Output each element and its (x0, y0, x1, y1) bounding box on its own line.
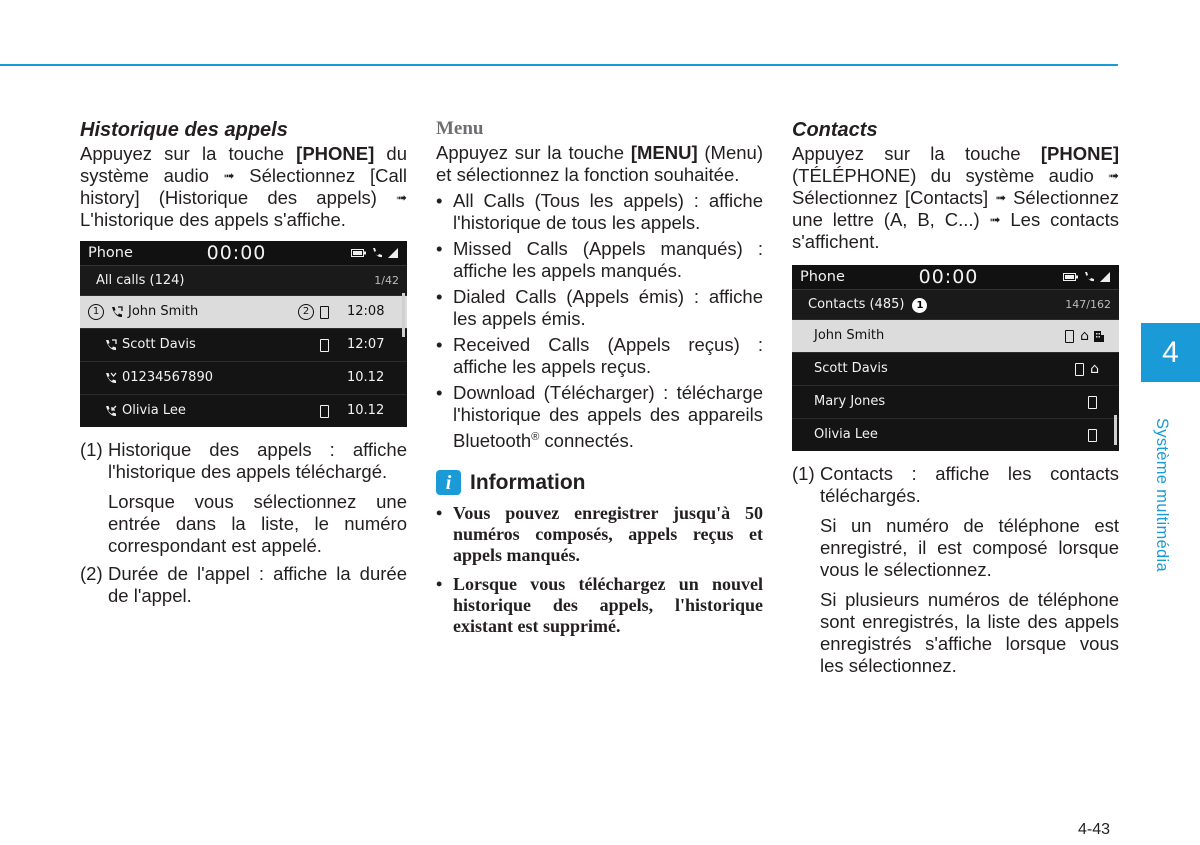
list-item: • Download (Télécharger) : télécharge l'historique des appels des appareils Bluetooth® connectés. (436, 382, 763, 452)
contact-row[interactable] (792, 352, 1119, 385)
chapter-tab: 4 (1141, 323, 1200, 382)
call-duration: 12:08 (347, 304, 385, 319)
screen-clock: 00:00 (918, 266, 979, 288)
info-item: • Lorsque vous téléchargez un nouvel historique des appels, l'historique existant est supprimé. (436, 574, 763, 637)
list-title: All calls (124) (96, 272, 185, 288)
phone-status-icon (371, 247, 383, 259)
home-icon: ⌂ (1090, 361, 1099, 377)
legend-item (80, 563, 407, 607)
column-call-history (80, 114, 407, 607)
information-header (436, 470, 763, 495)
list-counter: 147/162 (1065, 297, 1111, 311)
caller-number: 01234567890 (122, 370, 213, 385)
screen-subheader (80, 266, 407, 295)
intro-paragraph: Appuyez sur la touche [PHONE] (TÉLÉPHONE) du système audio ➟ Sélectionnez [Contacts] ➟ Sélectionnez une lettre (A, B, C...) ➟ Les contacts s'affichent. (792, 143, 1120, 252)
menu-options-list (436, 190, 763, 452)
arrow-icon: ➟ (1108, 168, 1119, 183)
status-icons (1063, 271, 1111, 283)
arrow-icon: ➟ (396, 190, 407, 205)
info-item: • Vous pouvez enregistrer jusqu'à 50 numéros composés, appels reçus et appels manqués. (436, 503, 763, 566)
device-icon (320, 306, 329, 319)
list-item: • Missed Calls (Appels manqués) : affiche les appels manqués. (436, 238, 763, 282)
status-icons (351, 247, 399, 259)
arrow-icon: ➟ (223, 168, 235, 183)
caller-name: John Smith (128, 304, 199, 319)
call-duration: 12:07 (347, 337, 385, 352)
legend-text: Si un numéro de téléphone est enregistré, il est composé lorsque vous le sélectionnez. (820, 515, 1119, 580)
device-icon (320, 339, 329, 352)
arrow-icon: ➟ (989, 212, 1001, 227)
legend-number: (1) (80, 439, 103, 460)
mobile-icon (1088, 429, 1097, 442)
top-rule (0, 64, 1118, 66)
call-row[interactable] (80, 295, 407, 328)
call-duration: 10.12 (347, 370, 385, 385)
scrollbar[interactable] (402, 293, 405, 337)
key-label: [PHONE] (1040, 143, 1119, 164)
screen-app-title: Phone (88, 245, 133, 261)
contact-name: Mary Jones (814, 394, 886, 409)
list-item: • Received Calls (Appels reçus) : affiche les appels reçus. (436, 334, 763, 378)
legend-number: (2) (80, 563, 103, 584)
intro-paragraph: Appuyez sur la touche [MENU] (Menu) et sélectionnez la fonction souhaitée. (436, 142, 763, 185)
list-item: • All Calls (Tous les appels) : affiche l'historique de tous les appels. (436, 190, 763, 234)
legend-list (792, 463, 1119, 677)
legend-item (80, 439, 407, 557)
contact-name: Scott Davis (814, 361, 888, 376)
phone-screen-call-history (80, 241, 407, 427)
chapter-side-label: Système multimédia (1153, 418, 1171, 572)
legend-item (792, 463, 1119, 677)
callout-marker: 1 (88, 304, 104, 320)
contact-name: Olivia Lee (814, 427, 878, 442)
call-row[interactable] (80, 361, 407, 394)
screen-clock: 00:00 (206, 242, 267, 264)
call-row[interactable] (80, 328, 407, 361)
list-counter: 1/42 (374, 273, 399, 287)
legend-text: Si plusieurs numéros de téléphone sont enregistrés, la liste des appels enregistrés s'affiche lorsque vous les sélectionnez. (820, 589, 1119, 676)
legend-text: Contacts : affiche les contacts téléchargés. (820, 463, 1119, 506)
missed-call-icon (104, 371, 118, 385)
phone-status-icon (1083, 271, 1095, 283)
section-title: Menu (436, 118, 484, 139)
caller-name: Scott Davis (122, 337, 196, 352)
section-title: Historique des appels (80, 119, 288, 141)
legend-list (80, 439, 407, 607)
info-icon: i (436, 470, 461, 495)
callout-marker: 2 (298, 304, 314, 320)
outgoing-call-icon (104, 338, 118, 352)
office-icon (1093, 330, 1105, 343)
mobile-icon (1075, 363, 1084, 376)
scrollbar[interactable] (1114, 415, 1117, 445)
list-title: Contacts (485) 1 (808, 294, 927, 316)
battery-icon (351, 248, 367, 258)
caller-name: Olivia Lee (122, 403, 186, 418)
screen-header (80, 241, 407, 266)
information-list (436, 503, 763, 637)
key-label: [MENU] (630, 142, 698, 163)
screen-header (792, 265, 1119, 290)
contact-row[interactable] (792, 418, 1119, 451)
screen-app-title: Phone (800, 269, 845, 285)
mobile-icon (1065, 330, 1074, 343)
battery-icon (1063, 272, 1079, 282)
page-number: 4-43 (1078, 821, 1111, 838)
column-contacts (792, 114, 1119, 677)
key-label: [PHONE] (296, 143, 375, 164)
call-duration: 10.12 (347, 403, 385, 418)
signal-icon (1099, 271, 1111, 283)
legend-text: Durée de l'appel : affiche la durée de l'appel. (108, 563, 407, 606)
legend-text: Historique des appels : affiche l'historique des appels téléchargé. (108, 439, 407, 482)
section-title: Contacts (792, 119, 878, 141)
callout-marker: 1 (912, 298, 927, 313)
phone-screen-contacts (792, 265, 1119, 451)
mobile-icon (1088, 396, 1097, 409)
arrow-icon: ➟ (995, 190, 1007, 205)
column-menu (436, 114, 763, 645)
home-icon: ⌂ (1080, 328, 1089, 344)
legend-number: (1) (792, 463, 815, 484)
screen-subheader (792, 290, 1119, 319)
signal-icon (387, 247, 399, 259)
contact-row[interactable] (792, 385, 1119, 418)
device-icon (320, 405, 329, 418)
outgoing-call-icon (110, 305, 124, 319)
contact-name: John Smith (814, 328, 885, 343)
information-title: Information (470, 470, 586, 494)
list-item: • Dialed Calls (Appels émis) : affiche les appels émis. (436, 286, 763, 330)
incoming-call-icon (104, 404, 118, 418)
intro-paragraph: Appuyez sur la touche [PHONE] du système audio ➟ Sélectionnez [Call history] (Historique des appels) ➟ L'historique des appels s'affiche. (80, 143, 408, 230)
legend-text: Lorsque vous sélectionnez une entrée dans la liste, le numéro correspondant est appelé. (108, 491, 407, 556)
call-row[interactable] (80, 394, 407, 427)
contact-row[interactable] (792, 319, 1119, 352)
